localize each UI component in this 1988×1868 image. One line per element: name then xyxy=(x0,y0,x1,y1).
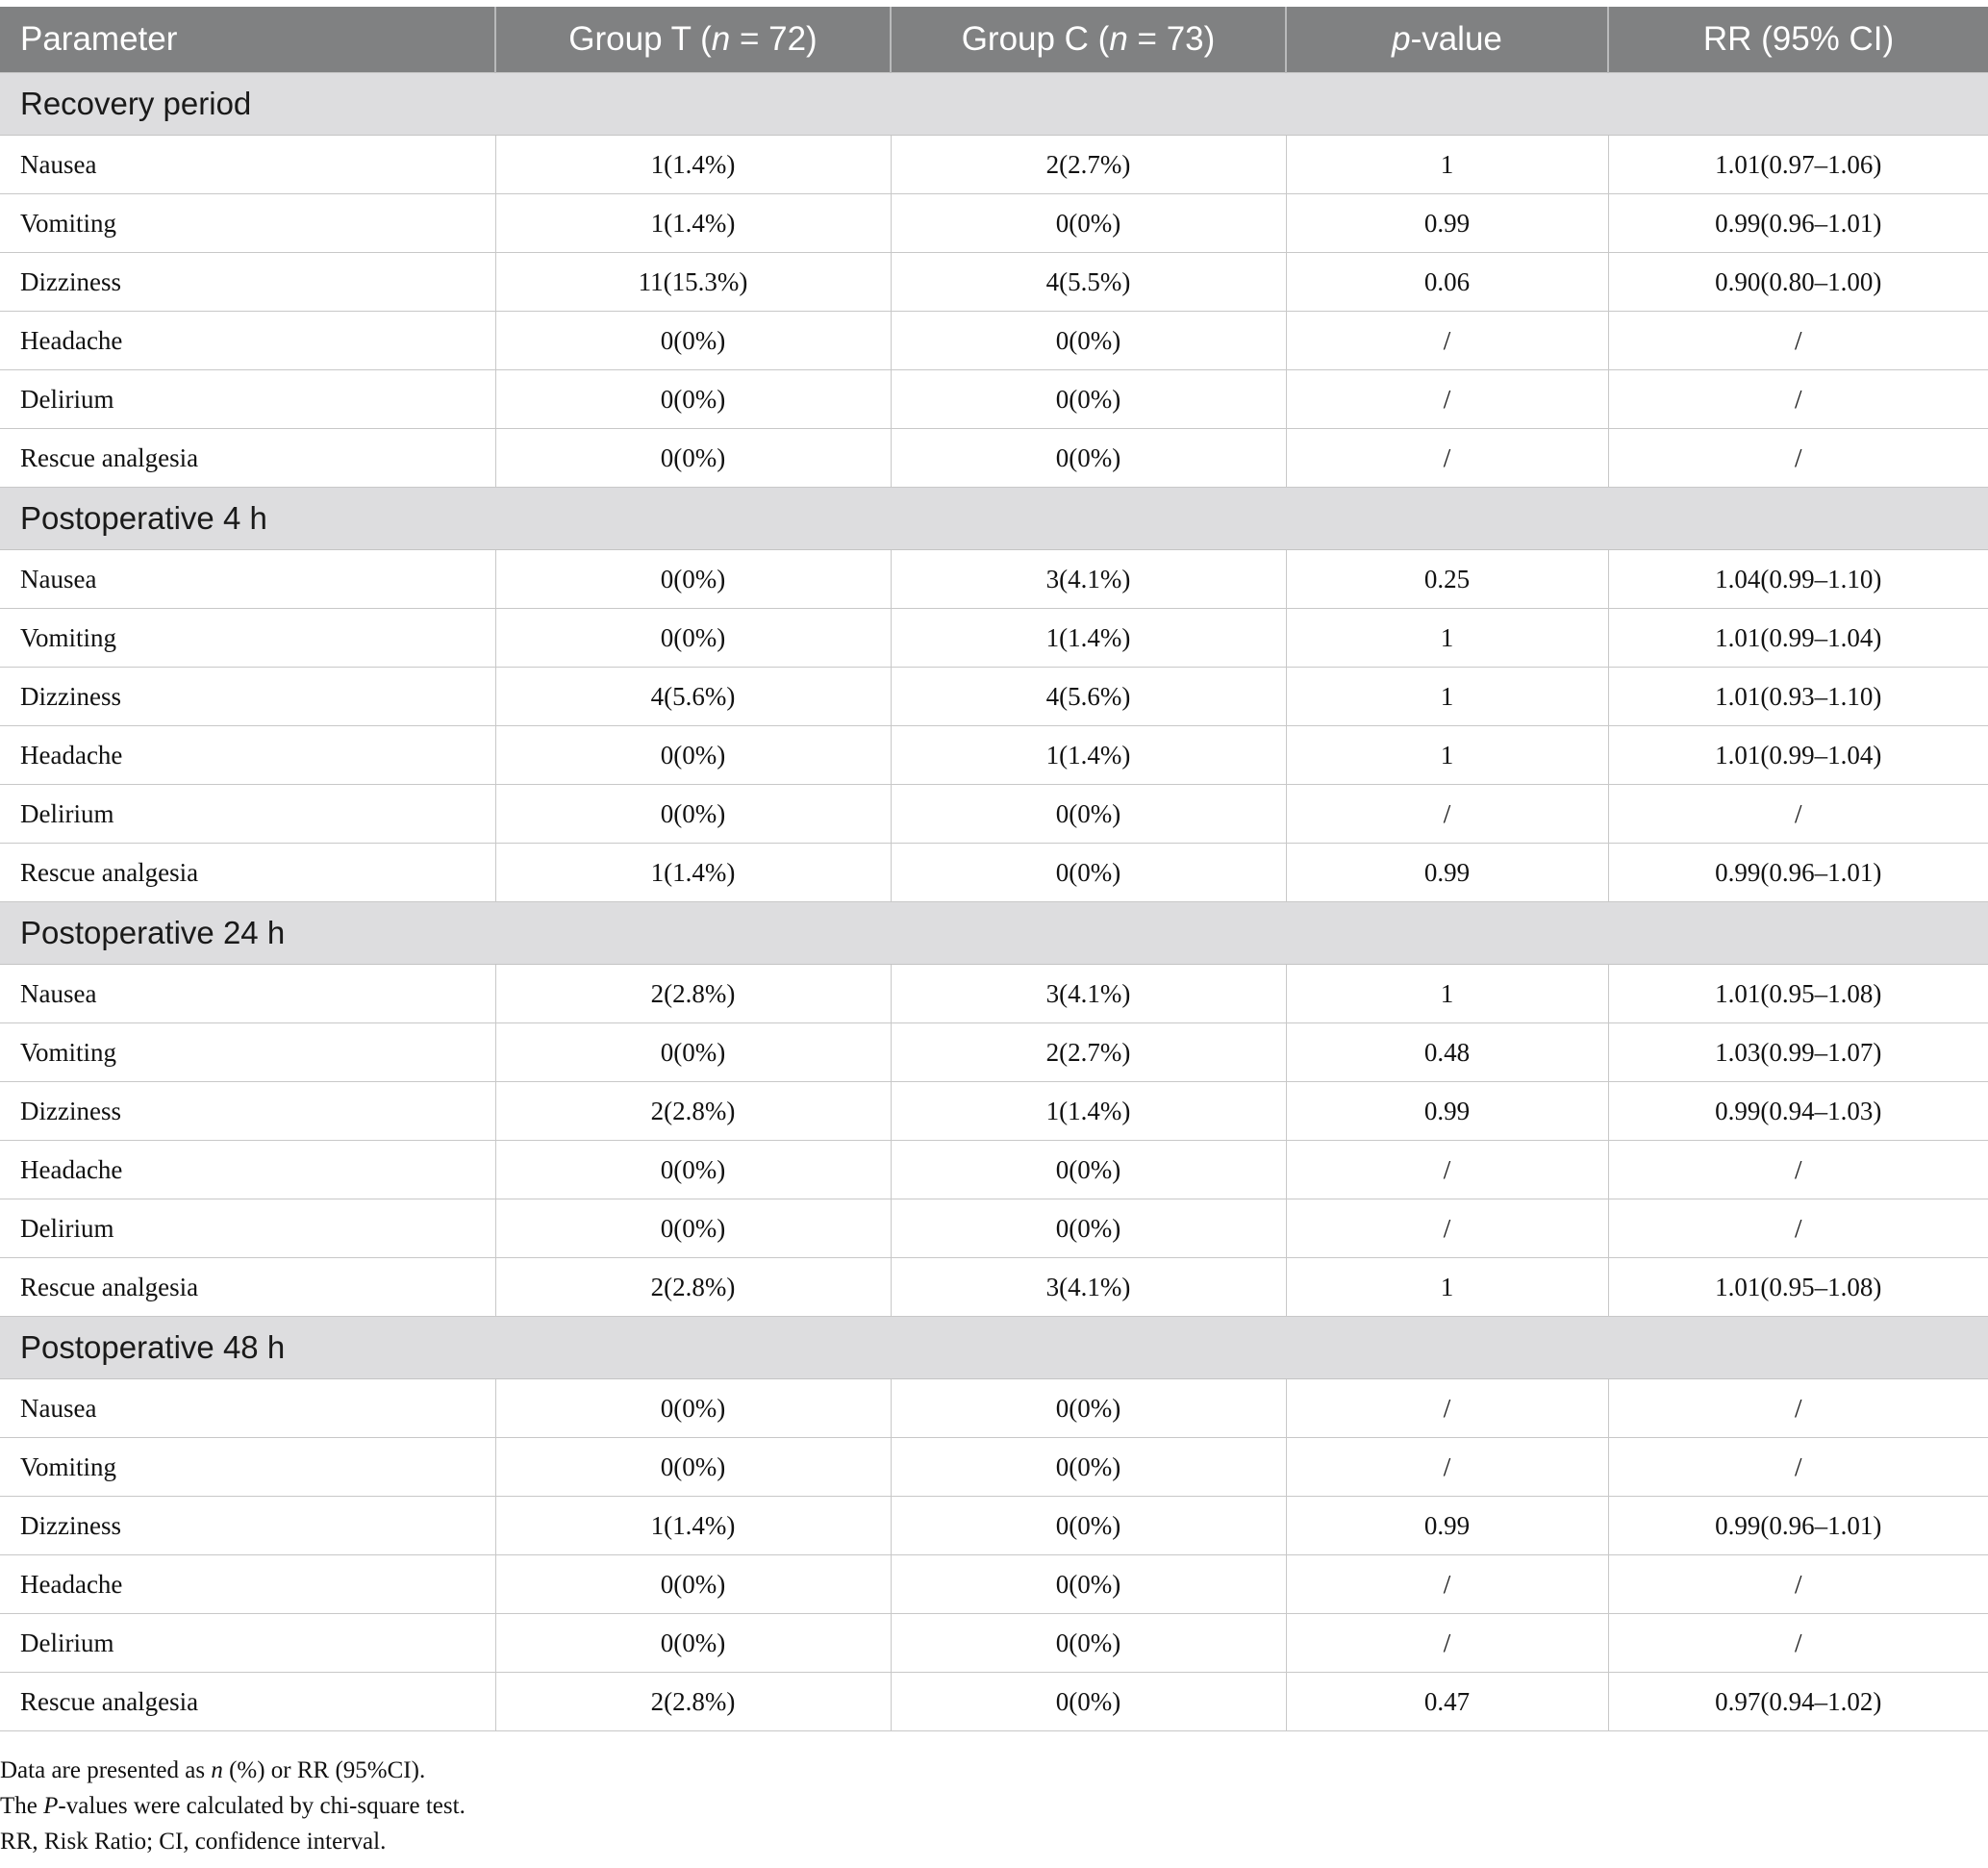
cell-p-value: / xyxy=(1286,1141,1608,1199)
cell-parameter: Delirium xyxy=(0,785,495,844)
cell-parameter: Rescue analgesia xyxy=(0,1258,495,1317)
table-row xyxy=(0,726,1988,785)
cell-parameter: Nausea xyxy=(0,965,495,1023)
cell-rr: 1.01(0.93–1.10) xyxy=(1608,668,1988,726)
cell-rr: / xyxy=(1608,1199,1988,1258)
cell-group-c: 0(0%) xyxy=(891,1379,1286,1438)
cell-p-value: 1 xyxy=(1286,726,1608,785)
cell-group-c: 3(4.1%) xyxy=(891,1258,1286,1317)
cell-group-t: 0(0%) xyxy=(495,785,891,844)
section-title: Postoperative 24 h xyxy=(0,902,1988,965)
header-rr: RR (95% CI) xyxy=(1608,7,1988,73)
cell-parameter: Headache xyxy=(0,1141,495,1199)
cell-group-c: 4(5.6%) xyxy=(891,668,1286,726)
table-row xyxy=(0,194,1988,253)
cell-group-t: 11(15.3%) xyxy=(495,253,891,312)
table-row xyxy=(0,1438,1988,1497)
cell-group-t: 0(0%) xyxy=(495,1199,891,1258)
table-row xyxy=(0,844,1988,902)
cell-parameter: Vomiting xyxy=(0,1023,495,1082)
section-row xyxy=(0,1317,1988,1379)
header-parameter: Parameter xyxy=(0,7,495,73)
cell-p-value: / xyxy=(1286,429,1608,488)
cell-rr: 1.01(0.99–1.04) xyxy=(1608,726,1988,785)
section-title: Postoperative 4 h xyxy=(0,488,1988,550)
cell-group-c: 0(0%) xyxy=(891,429,1286,488)
table-row xyxy=(0,1497,1988,1555)
cell-p-value: 1 xyxy=(1286,136,1608,194)
adverse-events-table xyxy=(0,7,1988,1731)
header-group-c: Group C (n = 73) xyxy=(891,7,1286,73)
header-row xyxy=(0,7,1988,73)
cell-p-value: 0.48 xyxy=(1286,1023,1608,1082)
table-row xyxy=(0,1199,1988,1258)
section-row xyxy=(0,902,1988,965)
cell-p-value: 1 xyxy=(1286,965,1608,1023)
cell-group-t: 0(0%) xyxy=(495,370,891,429)
cell-parameter: Headache xyxy=(0,1555,495,1614)
table-row xyxy=(0,550,1988,609)
cell-rr: 1.01(0.95–1.08) xyxy=(1608,1258,1988,1317)
cell-group-t: 0(0%) xyxy=(495,726,891,785)
cell-parameter: Delirium xyxy=(0,370,495,429)
cell-rr: 0.99(0.96–1.01) xyxy=(1608,844,1988,902)
cell-group-t: 0(0%) xyxy=(495,429,891,488)
cell-p-value: / xyxy=(1286,1438,1608,1497)
cell-parameter: Nausea xyxy=(0,1379,495,1438)
table-row xyxy=(0,1555,1988,1614)
cell-group-c: 4(5.5%) xyxy=(891,253,1286,312)
cell-p-value: 0.99 xyxy=(1286,1497,1608,1555)
cell-p-value: / xyxy=(1286,370,1608,429)
cell-group-t: 1(1.4%) xyxy=(495,844,891,902)
cell-group-c: 1(1.4%) xyxy=(891,726,1286,785)
table-row xyxy=(0,1673,1988,1731)
cell-p-value: 0.99 xyxy=(1286,194,1608,253)
table-row xyxy=(0,312,1988,370)
cell-group-t: 2(2.8%) xyxy=(495,1673,891,1731)
table-header xyxy=(0,7,1988,73)
cell-p-value: 0.47 xyxy=(1286,1673,1608,1731)
cell-rr: / xyxy=(1608,785,1988,844)
cell-group-c: 0(0%) xyxy=(891,1555,1286,1614)
table-row xyxy=(0,253,1988,312)
footnote-abbreviations: RR, Risk Ratio; CI, confidence interval. xyxy=(0,1829,387,1855)
cell-group-c: 0(0%) xyxy=(891,785,1286,844)
cell-parameter: Headache xyxy=(0,726,495,785)
cell-parameter: Nausea xyxy=(0,550,495,609)
cell-parameter: Dizziness xyxy=(0,668,495,726)
cell-rr: / xyxy=(1608,1614,1988,1673)
cell-group-c: 0(0%) xyxy=(891,312,1286,370)
cell-group-c: 0(0%) xyxy=(891,844,1286,902)
cell-parameter: Rescue analgesia xyxy=(0,429,495,488)
cell-rr: / xyxy=(1608,312,1988,370)
cell-p-value: 1 xyxy=(1286,668,1608,726)
table-row xyxy=(0,965,1988,1023)
cell-group-c: 0(0%) xyxy=(891,1199,1286,1258)
cell-rr: / xyxy=(1608,370,1988,429)
cell-p-value: / xyxy=(1286,785,1608,844)
cell-p-value: 1 xyxy=(1286,609,1608,668)
table-row xyxy=(0,370,1988,429)
cell-group-c: 0(0%) xyxy=(891,1673,1286,1731)
cell-rr: 1.01(0.99–1.04) xyxy=(1608,609,1988,668)
section-row xyxy=(0,73,1988,136)
cell-rr: 1.04(0.99–1.10) xyxy=(1608,550,1988,609)
cell-group-t: 0(0%) xyxy=(495,1023,891,1082)
cell-group-t: 0(0%) xyxy=(495,1614,891,1673)
cell-group-t: 4(5.6%) xyxy=(495,668,891,726)
cell-p-value: 0.99 xyxy=(1286,844,1608,902)
section-title: Recovery period xyxy=(0,73,1988,136)
cell-group-t: 2(2.8%) xyxy=(495,965,891,1023)
section-row xyxy=(0,488,1988,550)
cell-group-c: 2(2.7%) xyxy=(891,1023,1286,1082)
cell-p-value: 1 xyxy=(1286,1258,1608,1317)
cell-parameter: Nausea xyxy=(0,136,495,194)
cell-parameter: Rescue analgesia xyxy=(0,844,495,902)
table-row xyxy=(0,785,1988,844)
table-row xyxy=(0,1141,1988,1199)
table-body xyxy=(0,73,1988,1731)
cell-parameter: Vomiting xyxy=(0,194,495,253)
cell-rr: 0.90(0.80–1.00) xyxy=(1608,253,1988,312)
cell-group-t: 2(2.8%) xyxy=(495,1082,891,1141)
cell-p-value: / xyxy=(1286,312,1608,370)
cell-parameter: Delirium xyxy=(0,1614,495,1673)
cell-parameter: Dizziness xyxy=(0,1497,495,1555)
cell-parameter: Dizziness xyxy=(0,253,495,312)
table-row xyxy=(0,1082,1988,1141)
table-footnotes xyxy=(0,1753,466,1859)
cell-group-c: 3(4.1%) xyxy=(891,965,1286,1023)
footnote-p-values: The P-values were calculated by chi-square test. xyxy=(0,1793,466,1819)
cell-group-t: 0(0%) xyxy=(495,550,891,609)
cell-group-c: 1(1.4%) xyxy=(891,609,1286,668)
table-row xyxy=(0,1023,1988,1082)
table-row xyxy=(0,136,1988,194)
cell-group-t: 0(0%) xyxy=(495,609,891,668)
cell-rr: / xyxy=(1608,429,1988,488)
cell-rr: 0.99(0.96–1.01) xyxy=(1608,194,1988,253)
footnote-data-format: Data are presented as n (%) or RR (95%CI). xyxy=(0,1757,426,1783)
cell-rr: 0.99(0.94–1.03) xyxy=(1608,1082,1988,1141)
cell-group-t: 0(0%) xyxy=(495,1379,891,1438)
cell-parameter: Rescue analgesia xyxy=(0,1673,495,1731)
header-group-t: Group T (n = 72) xyxy=(495,7,891,73)
cell-p-value: 0.06 xyxy=(1286,253,1608,312)
cell-group-c: 0(0%) xyxy=(891,1438,1286,1497)
cell-rr: 1.01(0.97–1.06) xyxy=(1608,136,1988,194)
cell-rr: 1.01(0.95–1.08) xyxy=(1608,965,1988,1023)
cell-group-t: 2(2.8%) xyxy=(495,1258,891,1317)
cell-group-c: 0(0%) xyxy=(891,1141,1286,1199)
cell-rr: 0.99(0.96–1.01) xyxy=(1608,1497,1988,1555)
cell-p-value: / xyxy=(1286,1379,1608,1438)
cell-group-c: 0(0%) xyxy=(891,1614,1286,1673)
cell-group-t: 0(0%) xyxy=(495,312,891,370)
cell-group-t: 1(1.4%) xyxy=(495,194,891,253)
cell-rr: 1.03(0.99–1.07) xyxy=(1608,1023,1988,1082)
cell-group-c: 0(0%) xyxy=(891,194,1286,253)
cell-rr: / xyxy=(1608,1141,1988,1199)
cell-p-value: / xyxy=(1286,1199,1608,1258)
cell-group-c: 3(4.1%) xyxy=(891,550,1286,609)
cell-rr: / xyxy=(1608,1379,1988,1438)
cell-parameter: Vomiting xyxy=(0,1438,495,1497)
cell-p-value: 0.99 xyxy=(1286,1082,1608,1141)
cell-rr: / xyxy=(1608,1555,1988,1614)
table-row xyxy=(0,1258,1988,1317)
cell-group-t: 0(0%) xyxy=(495,1141,891,1199)
cell-rr: 0.97(0.94–1.02) xyxy=(1608,1673,1988,1731)
cell-rr: / xyxy=(1608,1438,1988,1497)
table-row xyxy=(0,429,1988,488)
cell-group-t: 1(1.4%) xyxy=(495,136,891,194)
cell-parameter: Headache xyxy=(0,312,495,370)
cell-group-c: 0(0%) xyxy=(891,1497,1286,1555)
table-row xyxy=(0,609,1988,668)
cell-p-value: 0.25 xyxy=(1286,550,1608,609)
cell-group-t: 0(0%) xyxy=(495,1555,891,1614)
cell-p-value: / xyxy=(1286,1614,1608,1673)
cell-parameter: Vomiting xyxy=(0,609,495,668)
table-row xyxy=(0,1379,1988,1438)
header-p-value: p-value xyxy=(1286,7,1608,73)
cell-group-t: 0(0%) xyxy=(495,1438,891,1497)
cell-group-c: 0(0%) xyxy=(891,370,1286,429)
cell-parameter: Delirium xyxy=(0,1199,495,1258)
table-row xyxy=(0,668,1988,726)
cell-group-t: 1(1.4%) xyxy=(495,1497,891,1555)
cell-group-c: 1(1.4%) xyxy=(891,1082,1286,1141)
cell-p-value: / xyxy=(1286,1555,1608,1614)
cell-parameter: Dizziness xyxy=(0,1082,495,1141)
section-title: Postoperative 48 h xyxy=(0,1317,1988,1379)
table-row xyxy=(0,1614,1988,1673)
cell-group-c: 2(2.7%) xyxy=(891,136,1286,194)
